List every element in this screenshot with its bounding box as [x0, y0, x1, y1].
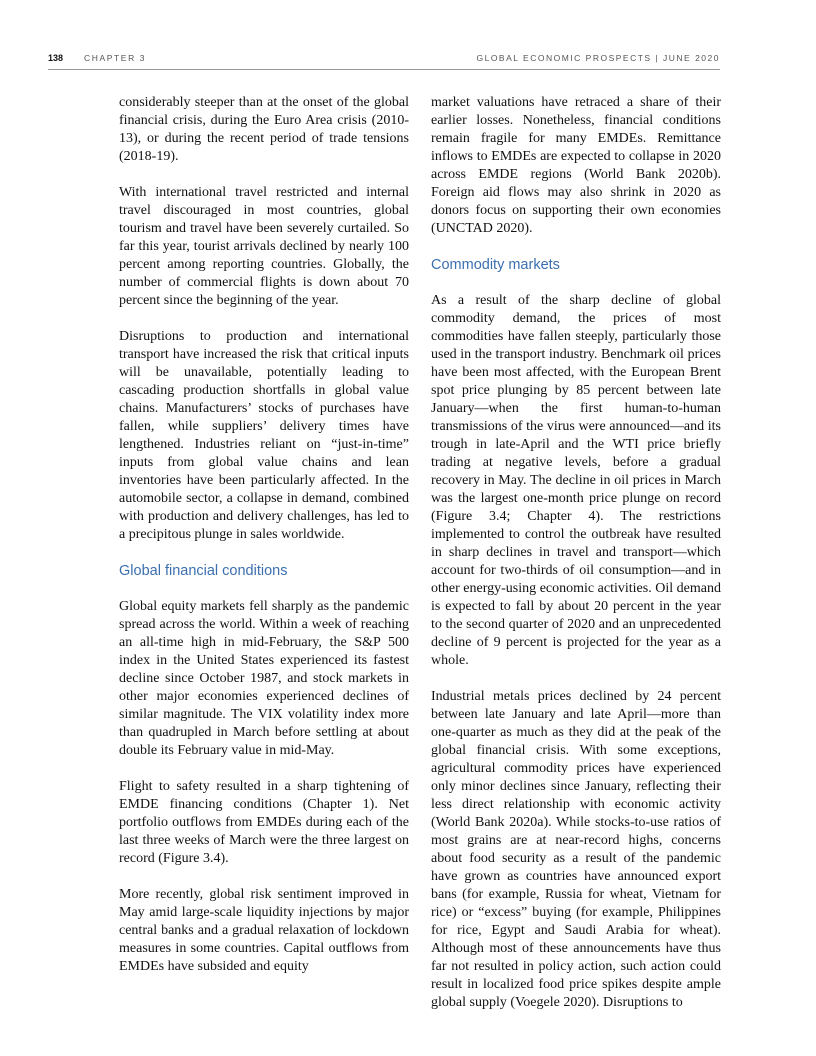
paragraph: Flight to safety resulted in a sharp tightening of EMDE financing conditions (Chapter 1). Net portfolio outflows from EMDEs during each of the last three weeks of March were the three largest on record (Figure 3.4). — [119, 779, 409, 866]
left-column — [119, 94, 409, 994]
paragraph: market valuations have retraced a share of their earlier losses. Nonetheless, financial conditions remain fragile for many EMDEs. Remittance inflows to EMDEs are expected to collapse in 2020 across EMDE regions (World Bank 2020b). Foreign aid flows may also shrink in 2020 as donors focus on supporting their own economies (UNCTAD 2020). — [431, 95, 721, 236]
publication-title: GLOBAL ECONOMIC PROSPECTS | JUNE 2020 — [476, 53, 720, 63]
paragraph: With international travel restricted and internal travel discouraged in most countries, global tourism and travel have been severely curtailed. So far this year, tourist arrivals declined by nearly 100 percent among reporting countries. Globally, the number of commercial flights is down about 70 percent since the beginning of the year. — [119, 185, 409, 308]
section-heading: Global financial conditions — [119, 563, 288, 579]
paragraph: considerably steeper than at the onset of the global financial crisis, during the Euro Area crisis (2010-13), or during the recent period of trade tensions (2018-19). — [119, 95, 409, 164]
page-number: 138 — [48, 53, 64, 63]
running-header — [48, 51, 720, 70]
paragraph: Global equity markets fell sharply as the pandemic spread across the world. Within a week of reaching an all-time high in mid-February, the S&P 500 index in the United States experienced its fastest decline since October 1987, and stock markets in other major economies experienced declines of similar magnitude. The VIX volatility index more than quadrupled in March before settling at about double its February value in mid-May. — [119, 599, 409, 758]
right-column — [431, 94, 721, 1030]
paragraph: As a result of the sharp decline of global commodity demand, the prices of most commodities have fallen steeply, particularly those used in the transport industry. Benchmark oil prices have been most affected, with the European Brent spot price plunging by 85 percent between late January—when the first human-to-human transmissions of the virus were announced—and its trough in late-April and the WTI price briefly trading at negative levels, before a gradual recovery in May. The decline in oil prices in March was the largest one-month price plunge on record (Figure 3.4; Chapter 4). The restrictions implemented to control the outbreak have resulted in sharp declines in travel and transport—which account for two-thirds of oil consumption—and in other energy-using economic activities. Oil demand is expected to fall by about 20 percent in the year to the second quarter of 2020 and an unprecedented decline of 9 percent is projected for the year as a whole. — [431, 293, 721, 668]
paragraph: More recently, global risk sentiment improved in May amid large-scale liquidity injections by major central banks and a gradual relaxation of lockdown measures in some countries. Capital outflows from EMDEs have subsided and equity — [119, 887, 409, 974]
section-heading: Commodity markets — [431, 257, 560, 273]
chapter-label: CHAPTER 3 — [84, 53, 147, 63]
paragraph: Industrial metals prices declined by 24 percent between late January and late April—more than one-quarter as much as they did at the peak of the global financial crisis. With some exceptions, agricultural commodity prices have experienced only minor declines since January, reflecting their less direct relationship with economic activity (World Bank 2020a). While stocks-to-use ratios of most grains are at near-record highs, concerns about food security as a result of the pandemic have grown as countries have announced export bans (for example, Russia for wheat, Vietnam for rice) or “excess” buying (for example, Philippines for rice, Egypt and Saudi Arabia for wheat). Although most of these announcements have thus far not resulted in policy action, such action could result in localized food price spikes despite ample global supply (Voegele 2020). Disruptions to — [431, 689, 721, 1010]
paragraph: Disruptions to production and international transport have increased the risk that critical inputs will be unavailable, potentially leading to cascading production shortfalls in global value chains. Manufacturers’ stocks of purchases have fallen, while suppliers’ delivery times have lengthened. Industries reliant on “just-in-time” inputs from global value chains and lean inventories have been particularly affected. In the automobile sector, a collapse in demand, combined with production and delivery challenges, has led to a precipitous plunge in sales worldwide. — [119, 329, 409, 542]
